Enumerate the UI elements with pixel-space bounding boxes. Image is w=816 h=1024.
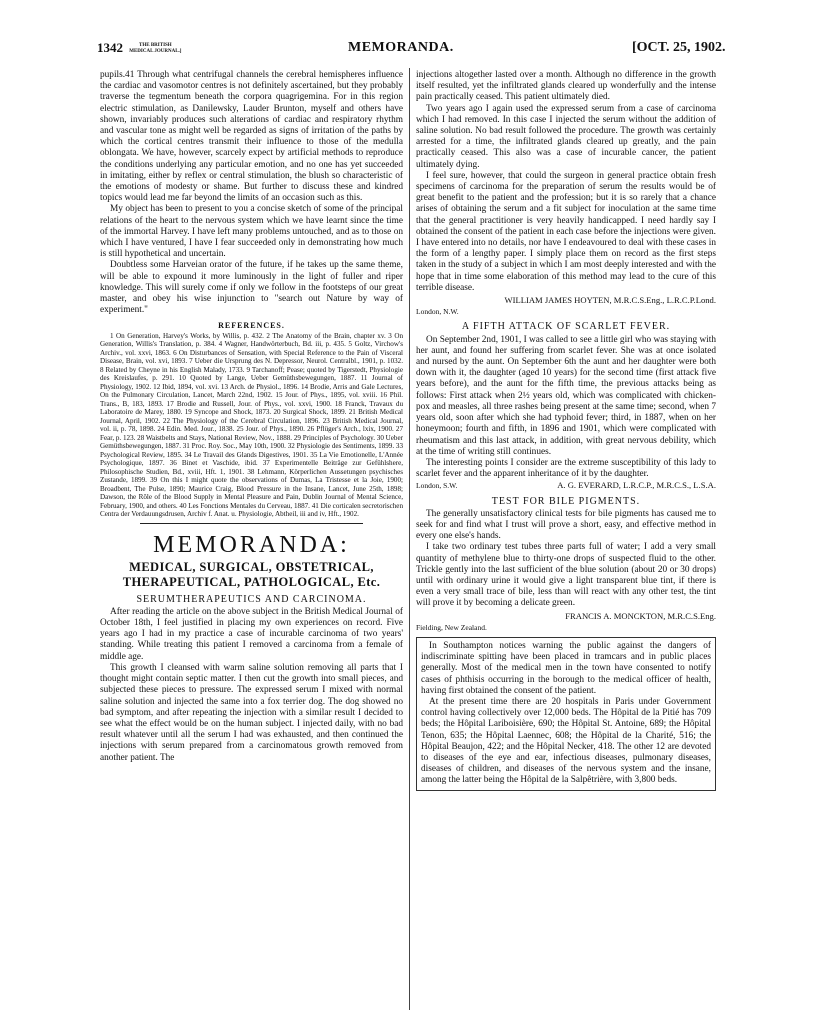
body-paragraph: I feel sure, however, that could the surgeon in general practice obtain fresh specimens of carcinoma for the preparation of serum the results would be of great benefit to the patient and the profession; but it is so rarely that a chance arises of obtaining the serum and a fit subject for inoculation at the same time that the general practitioner is very heavily handicapped. I need hardly say I obtained the consent of the patient in each case before the injections were given. I have entered into no details, nor have I endeavoured to deal with these cases in the form of a lengthy paper. I simply place them on record as the first steps taken in the study of a subject in which I am most deeply interested and with the hope that in time some elaboration of this method may lead to the cure of this terrible disease.	[416, 170, 716, 293]
left-column	[100, 70, 403, 1020]
article-title: SERUMTHERAPEUTICS AND CARCINOMA.	[136, 593, 367, 605]
author-signature: FRANCIS A. MONCKTON, M.R.C.S.Eng.	[565, 610, 716, 621]
references-list: 1 On Generation, Harvey's Works, by Willis, p. 432. 2 The Anatomy of the Brain, chapter xv. 3 On Generation, Willis's Translation, p. 384. 4 Wagner, Handwörterbuch, Bd. iii, p. 435. 5 Goltz, Virchow's Archiv., vol. xxvi, 1863. 6 On Disturbances of Sensation, with Special Reference to the Pain of Visceral Disease, Brain, vol. xvi, 1893. 7 Ueber die Ursprung des N. Depressor, Neurol. Centralbl., 1901, p. 1032. 8 Related by Cheyne in his English Malady, 1733. 9 Tarchanoff; Pease; quoted by Tigerstedt, Physiologie des Kreislaufes, p. 291. 10 Quoted by Lange, Ueber Gemüthsbewegungen, 1887. 11 Journal of Physiology, 1902. 12 Ibid, 1894, vol. xvi. 13 Arch. de Physiol., 1896. 14 Brodie, Arris and Gale Lectures, On the Pulmonary Circulation, Lancet, March 22nd, 1902. 15 Jour. of Phys., 1895, vol. xviii. 16 Phil. Trans., B, 183, 1893. 17 Brodie and Russell, Jour. of Phys., vol. xxvi, 1900. 18 Franck, Travaux du Laboratoire de Marey, 1880. 19 Syncope and Shock, 1873. 20 Surgical Shock, 1899. 21 British Medical Journal, April, 1902. 22 The Physiology of the Cerebral Circulation, 1896. 23 British Medical Journal, vol. ii, p. 78, 1898. 24 Edin. Med. Jour., 1838. 25 Jour. of Phys., 1890. 26 Pflüger's Arch., lxix, 1900. 27 Fear, p. 123. 28 Waistbelts and Stays, National Review, Nov., 1888. 29 Principles of Psychology. 30 Ueber Gemüthsbewegungen, 1887. 31 Proc. Roy. Soc., May 10th, 1900. 32 Physiologie des Sentiments, 1899. 33 Psychological Review, 1895. 34 Le Travail des Glands Digestives, 1901. 35 La Vie Emotionelle, L'Année Psychologique, 1897. 36 Binet et Vaschide, ibid. 37 Experimentelle Beiträge zur Gefühlshere, Philosophische Studien, Bd., xviii, Hft. 1, 1901. 38 Lehmann, Körperlichen Aussetungen psychisches Zustande, 1899. 39 On this I might quote the observations of Dumas, La Tristesse et la Joie, 1900; Broadbent, The Pulse, 1890; Maurice Craig, Blood Pressure in the Insane, Lancet, June 25th, 1898; Dawson, the Rôle of the Blood Supply in Mental Pleasure and Pain, Dublin Journal of Mental Science, February, 1900, and others. 40 Les Fonctions Mentales du Cerveau, 1887. 41 Die corticalen secretorischen Centra der Verdauungsdrusen, Archiv f. Anat. u. Physiologie, Abtheil, iii and iv, Hft., 1902.	[100, 331, 403, 519]
body-paragraph: Doubtless some Harveian orator of the future, if he takes up the same theme, will be able to expound it more luminously in the light of fuller and riper knowledge. This will surely come if only we follow in the footsteps of our great master, and obey his wise injunction to "search out Nature by way of experiment."	[100, 260, 403, 316]
body-paragraph: pupils.41 Through what centrifugal channels the cerebral hemispheres influence the cardiac and vasomotor centres is not definitely ascertained, but they probably traverse the tegmentum beneath the corpora quagrigemina. For in this region electric stimulation, as Danilewsky, Lauder Brunton, myself and others have shown, invariably produces such alterations of cardiac and respiratory rhythm and vascular tone as might well be regarded as signs of irritation of the paths by which the cortical centres transmit their influence to those of the medulla oblongata. We have, however, scarcely expect by artificial methods to reproduce the conditions underlying any particular emotion, and no one has yet succeeded in imitating, either by reflex or central stimulation, the blush so characteristic of the emotions of modesty or shame. But further to discuss these and kindred topics would lead me far beyond the limits of an occasion such as this.	[100, 70, 403, 204]
running-title: MEMORANDA.	[348, 40, 454, 55]
author-location: London, S.W.	[416, 481, 458, 491]
article-title: A FIFTH ATTACK OF SCARLET FEVER.	[461, 321, 671, 333]
body-paragraph: My object has been to present to you a concise sketch of some of the principal relations of the heart to the nervous system which we have learnt since the time of the immortal Harvey. I have left many problems untouched, and as to those on which I have ventured, I have I fear succeeded only in demonstrating how much is still hypothetical and uncertain.	[100, 204, 403, 260]
page-number: 1342	[97, 40, 123, 55]
body-paragraph: On September 2nd, 1901, I was called to see a little girl who was staying with her aunt, and found her suffering from scarlet fever. She was at once isolated and nursed by the aunt. On September 6th the aunt and her daughter were both down with it, the daughter (aged 10 years) for the second time (first attack five years before), and the aunt for the fifth time, the previous attacks being as follows: First attack when 2½ years old, which was complicated with chicken-pox and measles, all three rashes being present at the same time; second, when 7 years old, soon after which she had typhoid fever; third, in 1887, when on her honeymoon; fourth and fifth, in 1896 and 1901, which were complicated with rheumatism and this last attack, in addition, with great nervous debility, which at the time of writing still continues.	[416, 334, 716, 457]
body-paragraph: I take two ordinary test tubes three parts full of water; I add a very small quantity of methylene blue to thirty-one drops of suspected fluid to the other. Trickle gently into the last sufficient of the blue solution (about 20 or 30 drops) until with ordinary urine it would give a light transparent blue tint, if there is even a very small trace of bile, less than will react with any other test, the tint will prove it by becoming a delicate green.	[416, 542, 716, 609]
author-signature: WILLIAM JAMES HOYTEN, M.R.C.S.Eng., L.R.C.P.Lond.	[504, 295, 716, 306]
news-notes-box	[416, 637, 716, 791]
journal-name	[129, 43, 181, 55]
section-rule	[140, 523, 363, 524]
journal-name-bottom: MEDICAL JOURNAL.]	[129, 49, 182, 55]
journal-name-top: THE BRITISH	[139, 43, 172, 49]
author-location: London, N.W.	[416, 307, 459, 317]
page-header	[0, 40, 816, 64]
body-paragraph: This growth I cleansed with warm saline solution removing all parts that I thought might contain septic matter. I then cut the growth into small pieces, and subjected these pieces to pressure. The expressed serum I mixed with normal saline solution and injected the same into a fox terrier dog. The dog showed no bad symptom, and after repeating the injection with a similar result I decided to see what the effect would be on the human subject. I injected daily, with no bad result whatever until all the serum I had was exhausted, and then continued the injections with serum prepared from a carcinomatous growth removed from another patient. The	[100, 662, 403, 763]
references-heading: REFERENCES.	[218, 321, 285, 331]
body-paragraph: The interesting points I consider are the extreme susceptibility of this lady to scarlet fever and the apparent inheritance of it by the daughter.	[416, 457, 716, 480]
signature-line	[416, 480, 716, 491]
column-divider	[409, 68, 410, 1010]
author-signature: A. G. EVERARD, L.R.C.P., M.R.C.S., L.S.A.	[557, 480, 716, 491]
author-location: Fielding, New Zealand.	[416, 622, 487, 632]
body-paragraph: After reading the article on the above subject in the British Medical Journal of October 18th, I feel justified in placing my own experiences on record. Five years ago I had in my practice a case of incurable carcinoma of two years' standing. While treating this patient I removed a carcinoma from a female of middle age.	[100, 606, 403, 662]
body-paragraph: Two years ago I again used the expressed serum from a case of carcinoma which I had removed. In this case I injected the serum without the addition of saline solution. No bad result followed the procedure. The growth was certainly arrested for a time, the infiltrated glands cleared up greatly, and the pain practically ceased. This also was a case of incurable cancer, the patient ultimately dying.	[416, 103, 716, 170]
article-title: TEST FOR BILE PIGMENTS.	[491, 495, 641, 507]
body-paragraph: The generally unsatisfactory clinical tests for bile pigments has caused me to seek for and find what I trust will prove a short, easy, and effective method in every one else's hands.	[416, 508, 716, 542]
memoranda-title: MEMORANDA:	[153, 531, 350, 558]
issue-date: [OCT. 25, 1902.	[632, 40, 726, 55]
memoranda-subtitle: MEDICAL, SURGICAL, OBSTETRICAL, THERAPEUTICAL, PATHOLOGICAL, Etc.	[122, 559, 381, 589]
page-number-block	[97, 40, 181, 56]
body-paragraph: In Southampton notices warning the public against the dangers of indiscriminate spitting have been placed in tramcars and in public places generally. Most of the medical men in the town have consented to notify cases of phthisis occurring in the borough to the medical officer of health, having first obtained the consent of the patient.	[421, 640, 711, 696]
right-column	[416, 70, 716, 1020]
body-paragraph: injections altogether lasted over a month. Although no difference in the growth itself resulted, yet the infiltrated glands cleared up wonderfully and the intense pain practically ceased. This patient ultimately died.	[416, 70, 716, 103]
body-paragraph: At the present time there are 20 hospitals in Paris under Government control having collectively over 12,000 beds. The Hôpital de la Pitié has 709 beds; the Hôpital Lariboisière, 690; the Hôpital St. Antoine, 689; the Hôpital Tenon, 635; the Hôpital Laennec, 608; the Hôpital de la Charité, 516; the Hôpital Beaujon, 422; and the Hôpital Necker, 418. The other 12 are devoted to diseases of the eye and ear, infectious diseases, pulmonary diseases, diseases of children, and diseases of the nervous system and the insane, among the latter being the Hôpital de la Salpêtrière, with 3,800 beds.	[421, 696, 711, 786]
